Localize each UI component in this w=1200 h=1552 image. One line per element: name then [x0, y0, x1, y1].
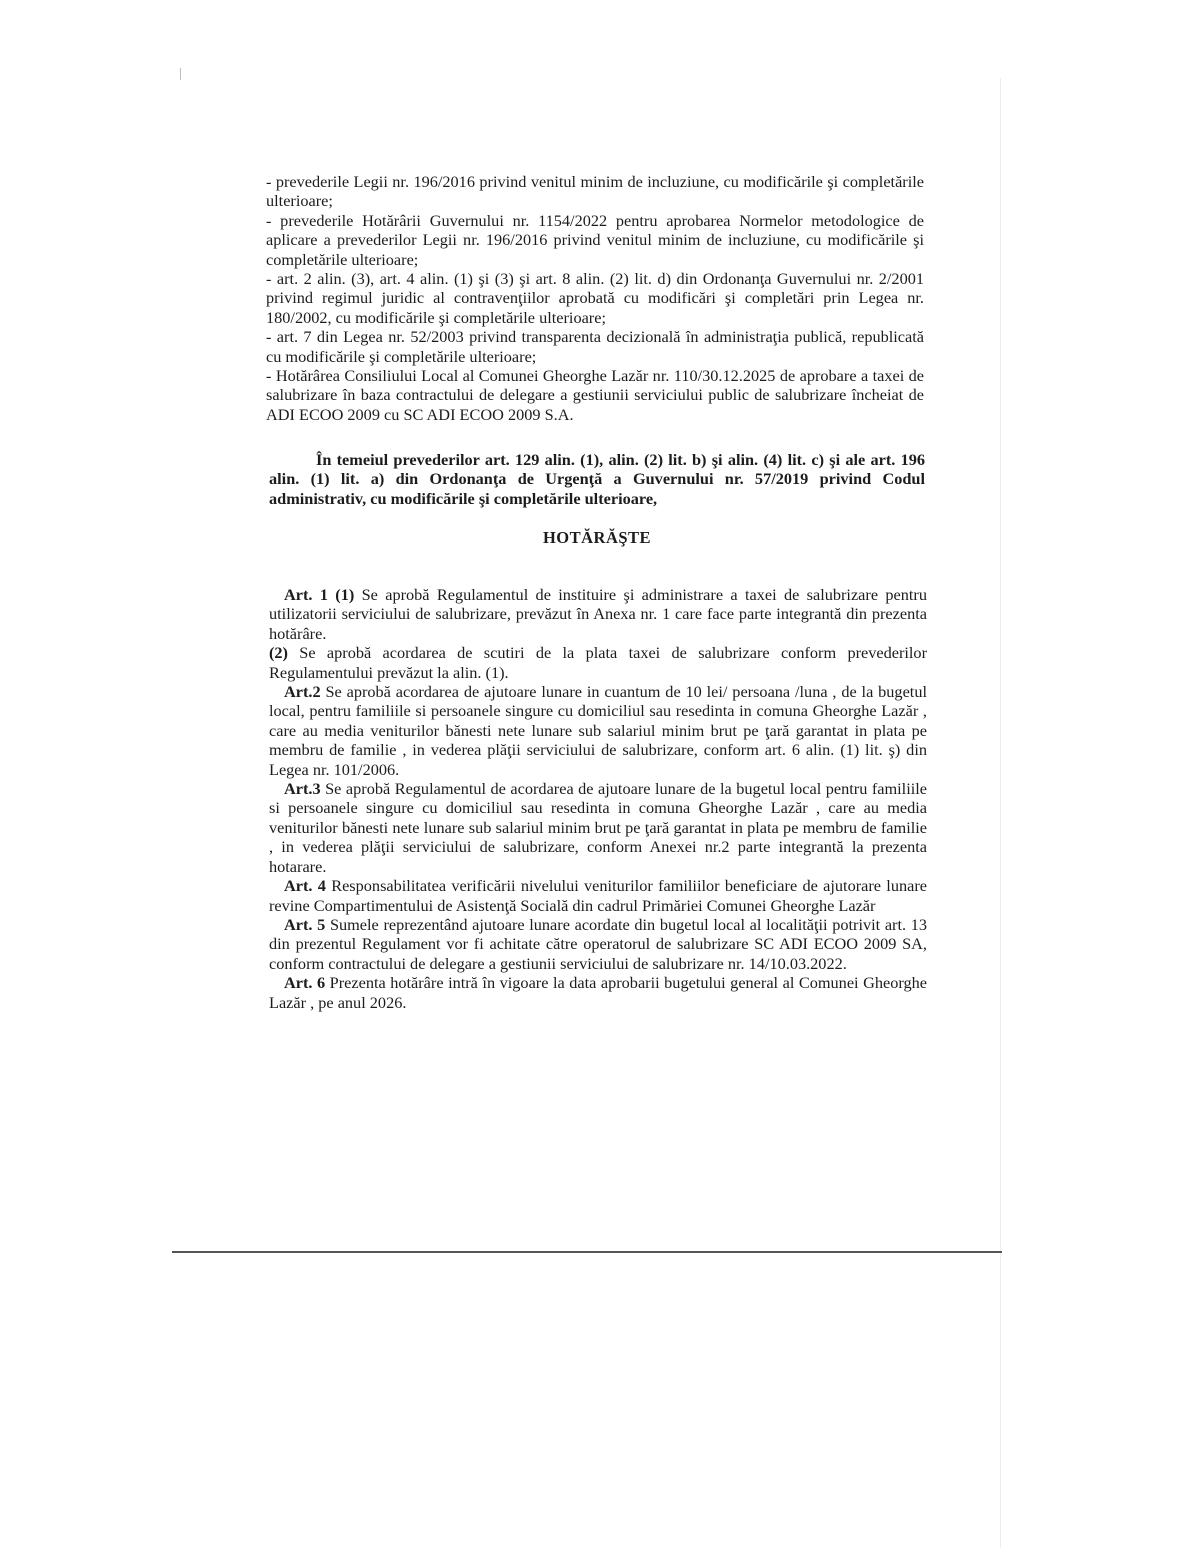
article-4	[269, 876, 927, 915]
legal-basis-item: - prevederile Hotărârii Guvernului nr. 1154/2022 pentru aprobarea Normelor metodologice de aplicare a prevederilor Legii nr. 196/2016 privind venitul minim de incluziune, cu modificările şi completările ulterioare;	[266, 210, 924, 269]
article-6	[269, 973, 927, 1012]
article-label: Art.3	[284, 779, 321, 799]
article-text: Se aprobă acordarea de scutiri de la plata taxei de salubrizare conform prevederilor Regulamentului prevăzut la alin. (1).	[269, 643, 927, 682]
decision-title: HOTĂRĂŞTE	[542, 528, 652, 547]
article-label: Art. 4	[284, 876, 326, 896]
articles-section	[269, 585, 927, 1012]
article-1-para-2	[269, 643, 927, 682]
article-1	[269, 585, 927, 643]
article-text: Sumele reprezentând ajutoare lunare acordate din bugetul local al localităţii potrivit art. 13 din prezentul Regulament vor fi achitate către operatorul de salubrizare SC ADI ECOO 2009 SA, conform contractului de delegare a gestiunii serviciului de salubrizare nr. 14/10.03.2022.	[269, 914, 927, 973]
legal-grounds-paragraph	[269, 450, 925, 508]
legal-basis-item: - art. 2 alin. (3), art. 4 alin. (1) şi (3) şi art. 8 alin. (2) lit. d) din Ordonanţa Guvernului nr. 2/2001 privind regimul juridic al contravenţiilor aprobată cu modificări şi completări prin Legea nr. 180/2002, cu modificările şi completările ulterioare;	[266, 269, 924, 327]
article-3	[269, 779, 927, 876]
footer-divider	[172, 1251, 1002, 1253]
article-label: (2)	[269, 643, 288, 663]
article-text: Se aprobă acordarea de ajutoare lunare in cuantum de 10 lei/ persoana /luna , de la bugetul local, pentru familiile si persoanele singure cu domiciliul sau resedinta in comuna Gheorghe Lazăr , care au media veniturilor bănesti nete lunare sub salariul minim brut pe ţară garantat in plata pe membru de familie , in vederea plăţii serviciului de salubrizare, conform art. 6 alin. (1) lit. ş) din Legea nr. 101/2006.	[269, 682, 927, 779]
article-label: Art. 6	[284, 973, 326, 993]
article-label: Art. 5	[284, 914, 326, 934]
article-label: Art.2	[284, 682, 321, 702]
article-text: Se aprobă Regulamentul de instituire şi administrare a taxei de salubrizare pentru utilizatorii serviciului de salubrizare, prevăzut în Anexa nr. 1 care face parte integrantă din prezenta hotărâre.	[269, 585, 927, 643]
article-text: Prezenta hotărâre intră în vigoare la data aprobarii bugetului general al Comunei Gheorghe Lazăr , pe anul 2026.	[269, 973, 927, 1012]
scan-artifact-mark	[180, 68, 181, 80]
legal-grounds-text: În temeiul prevederilor art. 129 alin. (1), alin. (2) lit. b) şi alin. (4) lit. c) şi ale art. 196 alin. (1) lit. a) din Ordonanţa de Urgenţă a Guvernului nr. 57/2019 privind Codul administrativ, cu modificările şi completările ulterioare,	[269, 450, 925, 508]
legal-basis-list	[266, 172, 924, 424]
article-5	[269, 915, 927, 973]
article-2	[269, 682, 927, 779]
article-text: Se aprobă Regulamentul de acordarea de ajutoare lunare de la bugetul local pentru familiile si persoanele singure cu domiciliul sau resedinta in comuna Gheorghe Lazăr , care au media veniturilor bănesti nete lunare sub salariul minim brut pe ţară garantat in plata pe membru de familie , in vederea plăţii serviciului de salubrizare, conform Anexei nr.2 parte integrantă la prezenta hotarare.	[269, 779, 927, 876]
legal-basis-item: - Hotărârea Consiliului Local al Comunei Gheorghe Lazăr nr. 110/30.12.2025 de aprobare a taxei de salubrizare în baza contractului de delegare a gestiunii serviciului public de salubrizare încheiat de ADI ECOO 2009 cu SC ADI ECOO 2009 S.A.	[266, 366, 924, 424]
legal-basis-item: - art. 7 din Legea nr. 52/2003 privind transparenta decizională în administraţia publică, republicată cu modificările şi completările ulterioare;	[266, 327, 924, 366]
legal-basis-item: - prevederile Legii nr. 196/2016 privind venitul minim de incluziune, cu modificările şi completările ulterioare;	[266, 172, 924, 211]
article-text: Responsabilitatea verificării nivelului veniturilor familiilor beneficiare de ajutorare lunare revine Compartimentului de Asistenţă Socială din cadrul Primăriei Comunei Gheorghe Lazăr	[269, 876, 927, 915]
article-label: Art. 1 (1)	[284, 585, 355, 604]
page-edge-shadow	[1000, 78, 1001, 1548]
